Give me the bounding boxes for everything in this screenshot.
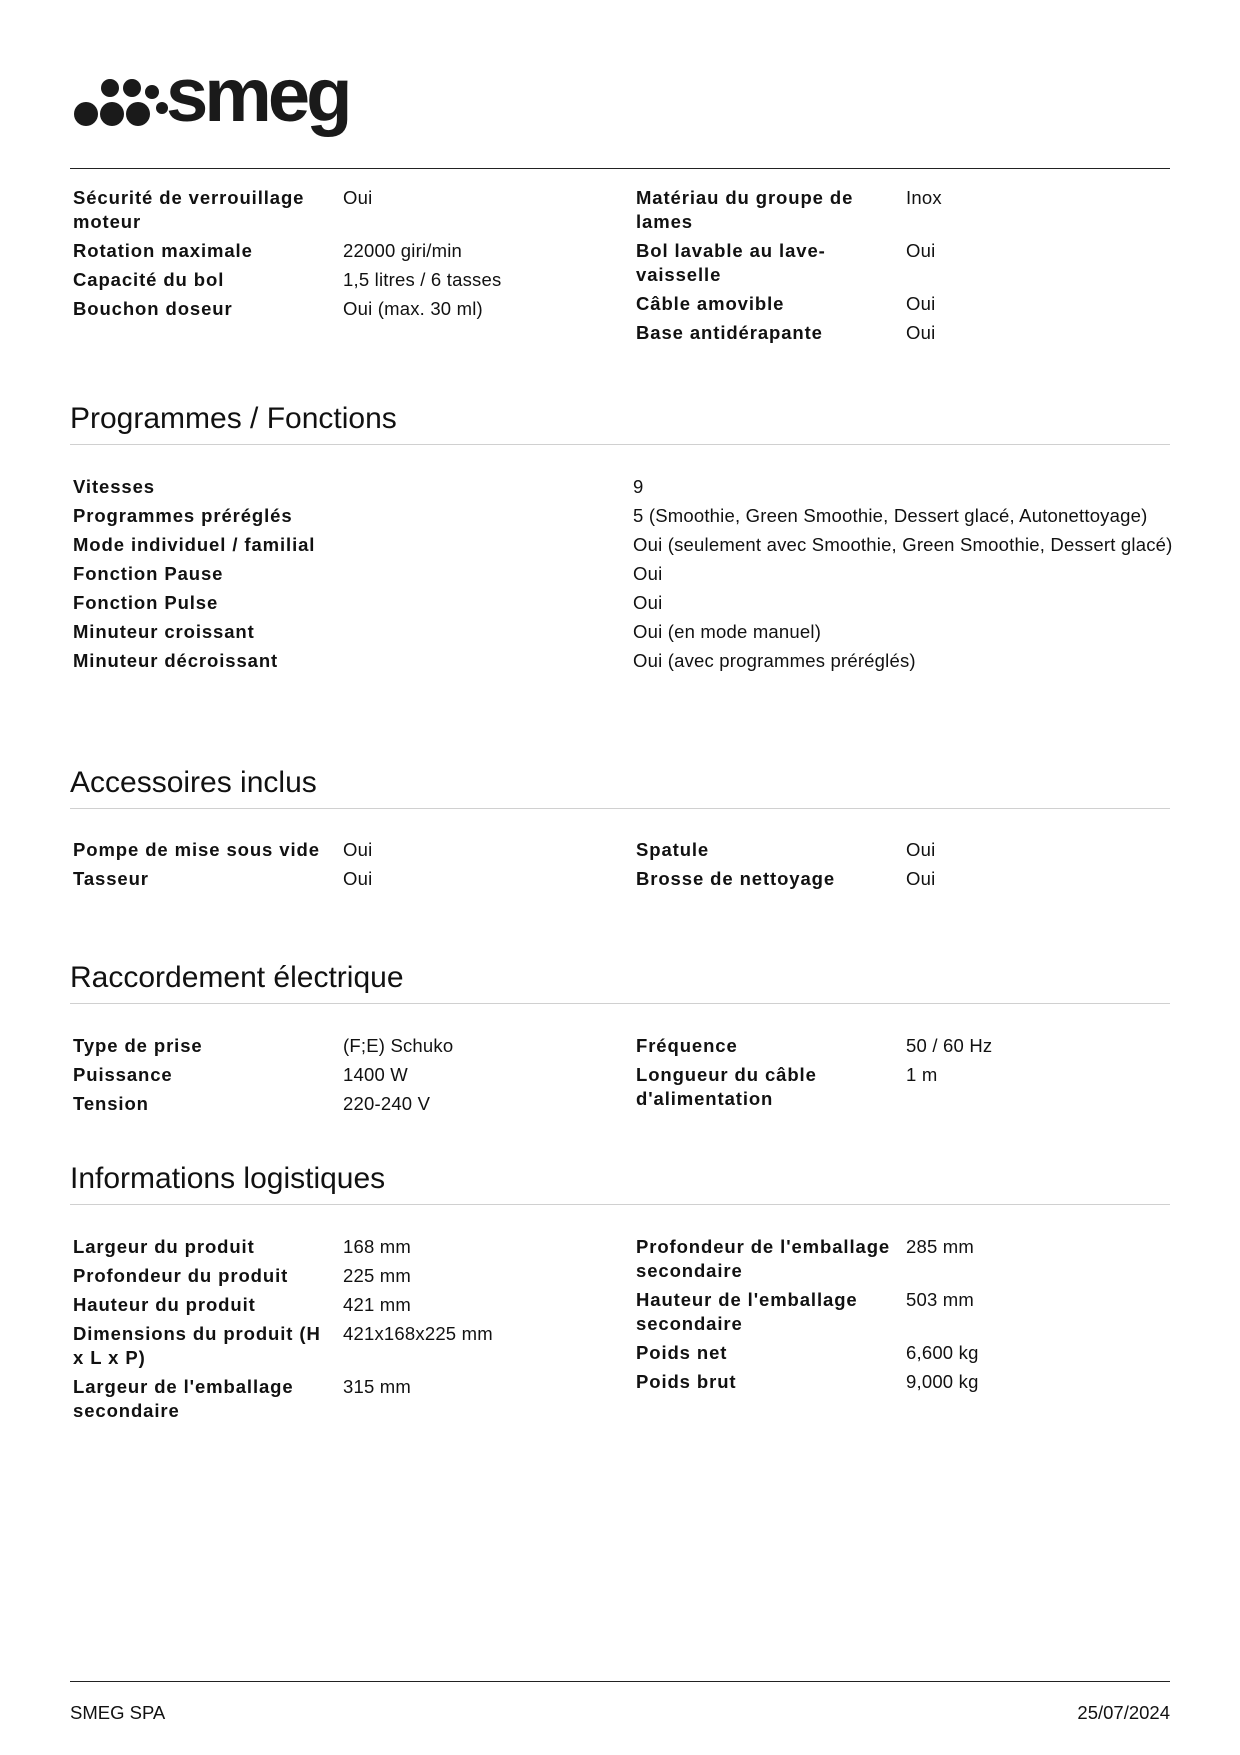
spec-label: Largeur de l'emballage secondaire [73, 1376, 294, 1421]
spec-label: Fonction Pulse [73, 592, 219, 613]
section-title-programmes: Programmes / Fonctions [70, 402, 397, 435]
section-rule [70, 1204, 1170, 1205]
spec-value: Oui [906, 240, 936, 261]
spec-label: Mode individuel / familial [73, 534, 316, 555]
spec-label: Poids brut [636, 1371, 737, 1392]
spec-row [73, 1235, 593, 1259]
logistique-left [73, 1235, 593, 1428]
smeg-logo [74, 53, 384, 138]
spec-row [636, 321, 1156, 345]
spec-label: Fonction Pause [73, 563, 224, 584]
spec-row [636, 186, 1156, 234]
spec-label: Câble amovible [636, 293, 785, 314]
spec-row [73, 838, 593, 862]
footer-rule [70, 1681, 1170, 1682]
spec-label: Tasseur [73, 868, 149, 889]
spec-value: Oui [633, 563, 663, 584]
programmes-list [73, 475, 1173, 678]
spec-value: Oui [633, 592, 663, 613]
spec-label: Sécurité de verrouillage moteur [73, 187, 305, 232]
spec-row [73, 186, 593, 234]
spec-value: 421 mm [343, 1294, 412, 1315]
spec-row [73, 620, 1173, 644]
spec-label: Hauteur de l'emballage secondaire [636, 1289, 858, 1334]
spec-row [73, 591, 1173, 615]
raccordement-left [73, 1034, 593, 1121]
spec-value: Oui (en mode manuel) [633, 621, 822, 642]
spec-value: 22000 giri/min [343, 240, 463, 261]
spec-value: 168 mm [343, 1236, 412, 1257]
spec-value: 285 mm [906, 1236, 975, 1257]
spec-row [636, 867, 1156, 891]
spec-value: Oui [343, 868, 373, 889]
spec-label: Pompe de mise sous vide [73, 839, 320, 860]
spec-row [73, 1375, 593, 1423]
spec-row [73, 239, 593, 263]
spec-row [73, 1293, 593, 1317]
logistique-right [636, 1235, 1156, 1399]
spec-row [73, 1092, 593, 1116]
spec-value: Oui (avec programmes préréglés) [633, 650, 916, 671]
spec-row [73, 649, 1173, 673]
spec-value: 6,600 kg [906, 1342, 979, 1363]
spec-value: Oui [906, 322, 936, 343]
spec-value: Oui [343, 839, 373, 860]
spec-label: Puissance [73, 1064, 173, 1085]
section-title-logistique: Informations logistiques [70, 1162, 386, 1195]
spec-label: Matériau du groupe de lames [636, 187, 854, 232]
spec-row [73, 504, 1173, 528]
logo-dots-icon [74, 72, 174, 136]
spec-row [636, 1235, 1156, 1283]
spec-label: Profondeur du produit [73, 1265, 289, 1286]
spec-row [73, 297, 593, 321]
spec-label: Vitesses [73, 476, 155, 497]
spec-row [73, 1264, 593, 1288]
spec-value: 5 (Smoothie, Green Smoothie, Dessert glacé, Autonettoyage) [633, 505, 1148, 526]
spec-label: Fréquence [636, 1035, 738, 1056]
spec-value: 1 m [906, 1064, 938, 1085]
spec-value: Oui (max. 30 ml) [343, 298, 483, 319]
spec-value: 220-240 V [343, 1093, 431, 1114]
logo-wordmark: smeg [166, 53, 349, 138]
spec-label: Rotation maximale [73, 240, 253, 261]
section-title-raccordement: Raccordement électrique [70, 961, 404, 994]
spec-label: Longueur du câble d'alimentation [636, 1064, 817, 1109]
spec-row [73, 1034, 593, 1058]
spec-value: 1,5 litres / 6 tasses [343, 269, 502, 290]
spec-row [73, 475, 1173, 499]
spec-value: Oui [343, 187, 373, 208]
spec-label: Bouchon doseur [73, 298, 233, 319]
top-specs-right [636, 186, 1156, 350]
spec-label: Minuteur croissant [73, 621, 255, 642]
spec-row [73, 867, 593, 891]
spec-value: Inox [906, 187, 942, 208]
spec-value: 50 / 60 Hz [906, 1035, 993, 1056]
spec-value: Oui (seulement avec Smoothie, Green Smoothie, Dessert glacé) [633, 534, 1173, 555]
spec-label: Dimensions du produit (H x L x P) [73, 1323, 321, 1368]
spec-row [636, 239, 1156, 287]
spec-label: Programmes préréglés [73, 505, 293, 526]
spec-label: Capacité du bol [73, 269, 225, 290]
spec-label: Base antidérapante [636, 322, 823, 343]
spec-label: Brosse de nettoyage [636, 868, 836, 889]
spec-value: Oui [906, 293, 936, 314]
header-rule [70, 168, 1170, 169]
spec-label: Profondeur de l'emballage secondaire [636, 1236, 891, 1281]
spec-row [636, 1063, 1156, 1111]
spec-value: Oui [906, 868, 936, 889]
spec-label: Hauteur du produit [73, 1294, 256, 1315]
spec-label: Bol lavable au lave-vaisselle [636, 240, 826, 285]
section-rule [70, 808, 1170, 809]
spec-row [73, 1322, 593, 1370]
accessoires-right [636, 838, 1156, 896]
spec-label: Tension [73, 1093, 149, 1114]
section-rule [70, 444, 1170, 445]
top-specs-left [73, 186, 593, 326]
spec-row [73, 1063, 593, 1087]
spec-row [636, 1034, 1156, 1058]
spec-value: 9,000 kg [906, 1371, 979, 1392]
spec-value: 9 [633, 476, 644, 497]
spec-label: Minuteur décroissant [73, 650, 279, 671]
section-title-accessoires: Accessoires inclus [70, 766, 317, 799]
spec-value: (F;E) Schuko [343, 1035, 454, 1056]
spec-row [636, 292, 1156, 316]
spec-value: 315 mm [343, 1376, 412, 1397]
spec-value: 503 mm [906, 1289, 975, 1310]
spec-row [636, 1288, 1156, 1336]
spec-label: Poids net [636, 1342, 728, 1363]
spec-label: Spatule [636, 839, 710, 860]
spec-value: 225 mm [343, 1265, 412, 1286]
spec-value: 1400 W [343, 1064, 408, 1085]
spec-row [73, 268, 593, 292]
footer-date: 25/07/2024 [1077, 1702, 1170, 1723]
section-rule [70, 1003, 1170, 1004]
footer-company: SMEG SPA [70, 1702, 166, 1723]
spec-label: Largeur du produit [73, 1236, 255, 1257]
accessoires-left [73, 838, 593, 896]
spec-value: 421x168x225 mm [343, 1323, 493, 1344]
spec-label: Type de prise [73, 1035, 203, 1056]
spec-row [73, 562, 1173, 586]
spec-row [636, 1370, 1156, 1394]
spec-row [636, 1341, 1156, 1365]
raccordement-right [636, 1034, 1156, 1116]
spec-value: Oui [906, 839, 936, 860]
spec-row [73, 533, 1173, 557]
spec-row [636, 838, 1156, 862]
